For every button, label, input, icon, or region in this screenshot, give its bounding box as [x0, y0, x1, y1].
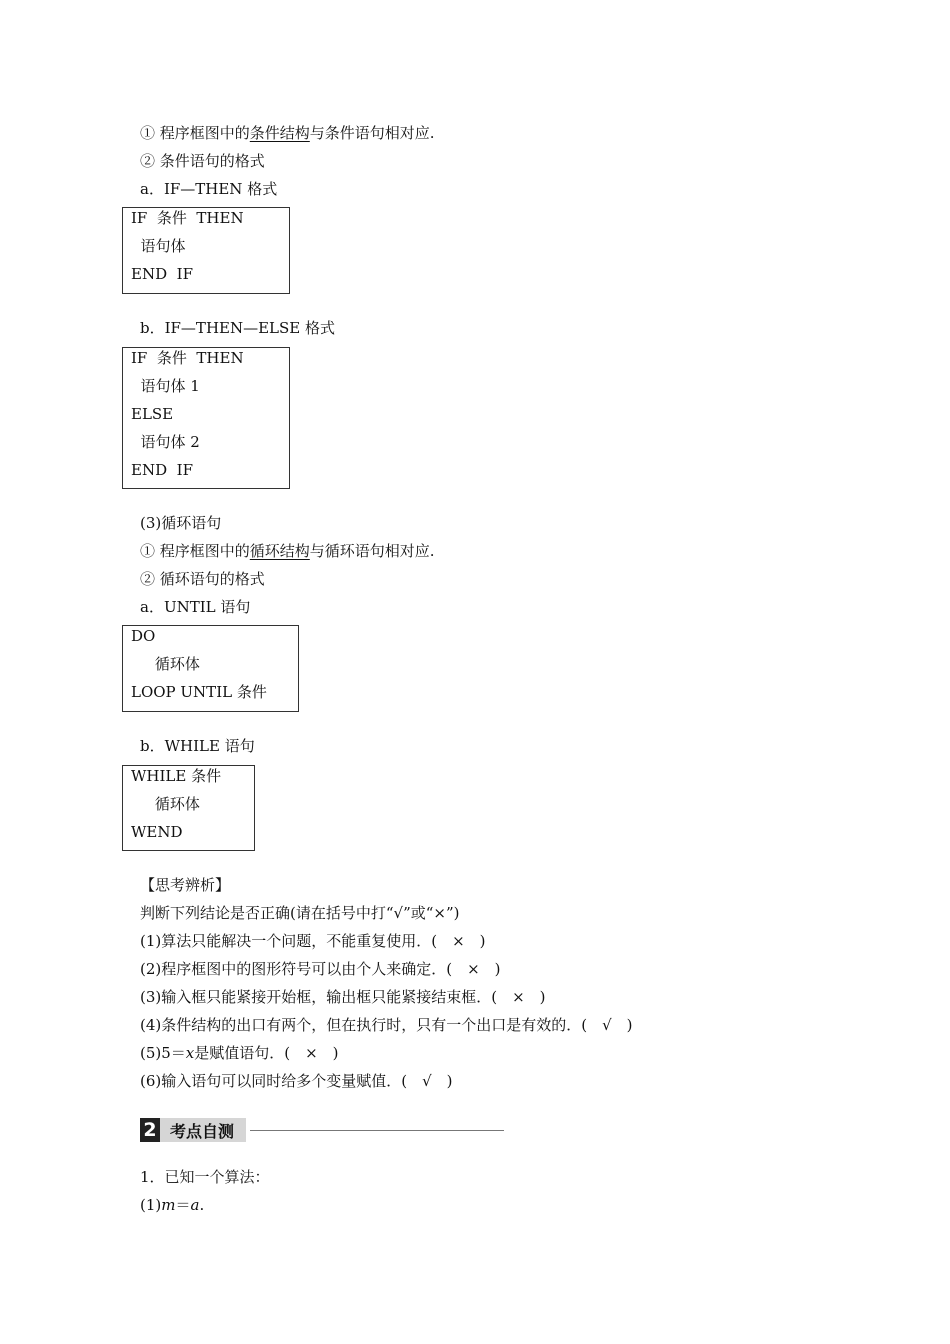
if-then-label: a．IF—THEN 格式 [140, 180, 278, 198]
exercise-question: 1．已知一个算法： [140, 1168, 270, 1186]
if-then-else-code-box [122, 347, 290, 489]
code-line: IF 条件 THEN [131, 349, 244, 367]
condition-format-heading: ② 条件语句的格式 [140, 152, 265, 170]
underlined-term: 循环结构 [249, 542, 310, 560]
code-line: WEND [131, 823, 183, 841]
if-then-code-box [122, 207, 290, 294]
loop-correspondence-line [140, 541, 435, 561]
text: 是赋值语句．( × ) [194, 1044, 339, 1062]
code-line: 语句体 1 [131, 377, 200, 395]
code-line: END IF [131, 461, 193, 479]
until-code-box [122, 625, 299, 712]
think-instruction: 判断下列结论是否正确(请在括号中打“√”或“×”) [140, 904, 460, 922]
code-line: LOOP UNTIL 条件 [131, 683, 267, 701]
text: ＝ [175, 1196, 191, 1214]
code-line: WHILE 条件 [131, 767, 222, 785]
until-label: a．UNTIL 语句 [140, 598, 251, 616]
judgment-item: (2)程序框图中的图形符号可以由个人来确定．( × ) [140, 960, 501, 978]
loop-heading: (3)循环语句 [140, 514, 222, 532]
variable-x: x [185, 1044, 195, 1062]
variable-a: a [190, 1196, 200, 1214]
judgment-item: (1)算法只能解决一个问题，不能重复使用．( × ) [140, 932, 486, 950]
algorithm-step-1 [140, 1195, 204, 1215]
code-line: DO [131, 627, 156, 645]
section-header [140, 1117, 504, 1143]
code-line: IF 条件 THEN [131, 209, 244, 227]
text: ① 程序框图中的 [140, 124, 250, 142]
code-line: END IF [131, 265, 193, 283]
section-number: 2 [140, 1118, 160, 1142]
text: (1) [140, 1196, 162, 1214]
code-line: 语句体 [131, 237, 186, 255]
text: ① 程序框图中的 [140, 542, 250, 560]
code-line: 循环体 [131, 655, 200, 673]
judgment-item-5 [140, 1043, 339, 1063]
loop-format-heading: ② 循环语句的格式 [140, 570, 265, 588]
text: 与循环语句相对应. [309, 542, 435, 560]
underlined-term: 条件结构 [249, 124, 310, 142]
section-title: 考点自测 [160, 1118, 246, 1142]
while-label: b．WHILE 语句 [140, 737, 255, 755]
code-line: ELSE [131, 405, 174, 423]
text: . [199, 1196, 205, 1214]
judgment-item: (3)输入框只能紧接开始框，输出框只能紧接结束框．( × ) [140, 988, 546, 1006]
variable-m: m [161, 1196, 176, 1214]
while-code-box [122, 765, 255, 851]
if-then-else-label: b．IF—THEN—ELSE 格式 [140, 319, 336, 337]
text: 与条件语句相对应. [309, 124, 435, 142]
think-title: 【思考辨析】 [140, 876, 231, 894]
judgment-item: (4)条件结构的出口有两个，但在执行时，只有一个出口是有效的．( √ ) [140, 1016, 633, 1034]
condition-correspondence-line [140, 123, 435, 143]
judgment-item: (6)输入语句可以同时给多个变量赋值．( √ ) [140, 1072, 453, 1090]
text: (5)5＝ [140, 1044, 186, 1062]
section-divider [250, 1130, 504, 1131]
code-line: 循环体 [131, 795, 200, 813]
code-line: 语句体 2 [131, 433, 200, 451]
